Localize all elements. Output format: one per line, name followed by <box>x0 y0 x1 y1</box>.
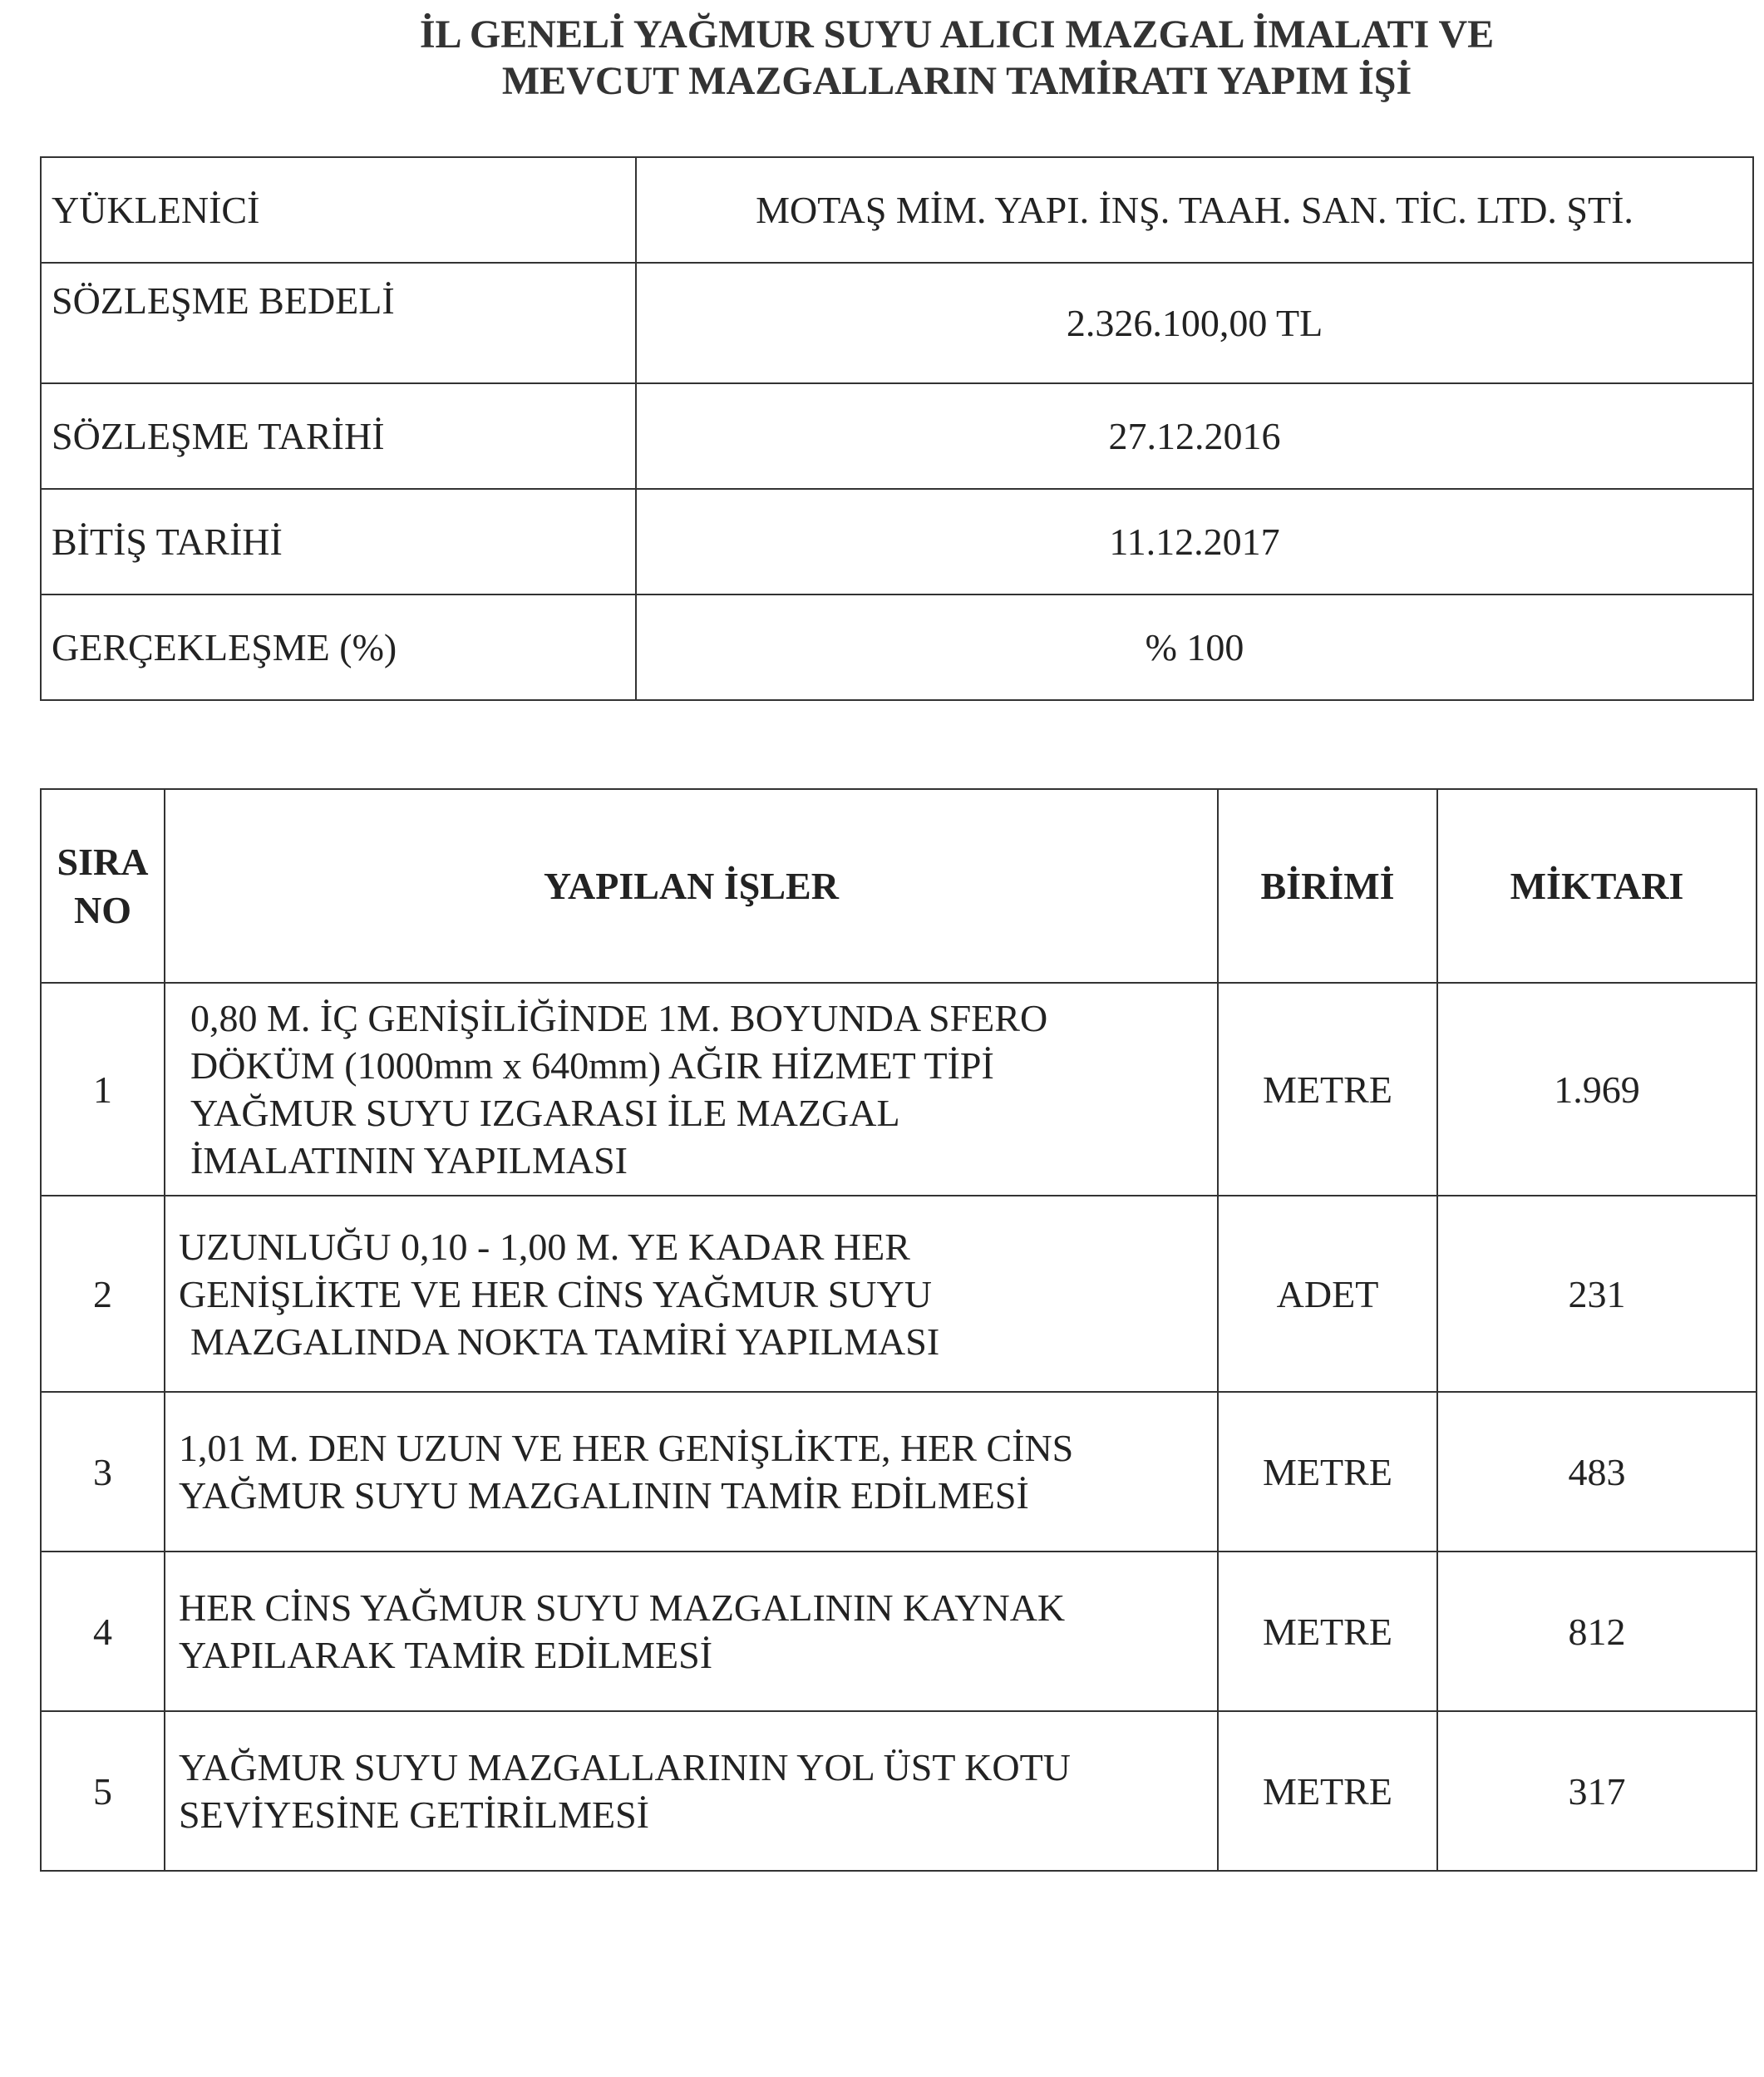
table-row <box>41 983 1757 1196</box>
description-line: YAĞMUR SUYU IZGARASI İLE MAZGAL <box>190 1092 900 1134</box>
info-row <box>41 594 1753 700</box>
info-value: 11.12.2017 <box>636 489 1753 594</box>
row-number: 3 <box>41 1392 165 1552</box>
description-line: 0,80 M. İÇ GENİŞİLİĞİNDE 1M. BOYUNDA SFERO <box>190 997 1048 1039</box>
info-row <box>41 489 1753 594</box>
table-row <box>41 1711 1757 1871</box>
row-unit: METRE <box>1218 1392 1437 1552</box>
row-unit: ADET <box>1218 1196 1437 1392</box>
title-line-2: MEVCUT MAZGALLARIN TAMİRATI YAPIM İŞİ <box>501 59 1412 103</box>
description-line: YAPILARAK TAMİR EDİLMESİ <box>179 1634 713 1676</box>
info-label: GERÇEKLEŞME (%) <box>41 594 636 700</box>
description-line: GENİŞLİKTE VE HER CİNS YAĞMUR SUYU <box>179 1272 932 1315</box>
row-number: 4 <box>41 1552 165 1711</box>
info-value: % 100 <box>636 594 1753 700</box>
row-number: 5 <box>41 1711 165 1871</box>
table-row <box>41 1392 1757 1552</box>
row-unit: METRE <box>1218 983 1437 1196</box>
row-quantity: 1.969 <box>1437 983 1757 1196</box>
info-label: BİTİŞ TARİHİ <box>41 489 636 594</box>
info-value: 2.326.100,00 TL <box>636 263 1753 383</box>
description-line: YAĞMUR SUYU MAZGALININ TAMİR EDİLMESİ <box>179 1474 1029 1517</box>
works-header-row <box>41 789 1757 983</box>
row-description <box>165 1196 1218 1392</box>
table-row <box>41 1552 1757 1711</box>
description-line: YAĞMUR SUYU MAZGALLARININ YOL ÜST KOTU <box>179 1746 1071 1788</box>
info-value: 27.12.2016 <box>636 383 1753 489</box>
info-label: YÜKLENİCİ <box>41 157 636 263</box>
description-line: HER CİNS YAĞMUR SUYU MAZGALININ KAYNAK <box>179 1586 1066 1629</box>
header-no: NO <box>74 888 131 931</box>
info-row <box>41 157 1753 263</box>
row-description <box>165 1711 1218 1871</box>
description-line: SEVİYESİNE GETİRİLMESİ <box>179 1793 649 1836</box>
info-row <box>41 383 1753 489</box>
row-number: 2 <box>41 1196 165 1392</box>
info-label: SÖZLEŞME TARİHİ <box>41 383 636 489</box>
description-line: İMALATININ YAPILMASI <box>190 1139 628 1182</box>
row-quantity: 812 <box>1437 1552 1757 1711</box>
row-number: 1 <box>41 983 165 1196</box>
row-quantity: 231 <box>1437 1196 1757 1392</box>
info-value: MOTAŞ MİM. YAPI. İNŞ. TAAH. SAN. TİC. LTD. ŞTİ. <box>636 157 1753 263</box>
row-description <box>165 1392 1218 1552</box>
row-description <box>165 1552 1218 1711</box>
header-sira-no <box>41 789 165 983</box>
contract-info-table <box>40 156 1754 701</box>
row-unit: METRE <box>1218 1552 1437 1711</box>
works-table <box>40 788 1757 1872</box>
description-line: 1,01 M. DEN UZUN VE HER GENİŞLİKTE, HER CİNS <box>179 1427 1074 1469</box>
description-line: MAZGALINDA NOKTA TAMİRİ YAPILMASI <box>190 1320 940 1363</box>
header-yapilan-isler: YAPILAN İŞLER <box>165 789 1218 983</box>
document-title <box>0 12 1764 105</box>
description-line: UZUNLUĞU 0,10 - 1,00 M. YE KADAR HER <box>179 1225 910 1268</box>
description-line: DÖKÜM (1000mm x 640mm) AĞIR HİZMET TİPİ <box>190 1044 994 1087</box>
row-unit: METRE <box>1218 1711 1437 1871</box>
info-label: SÖZLEŞME BEDELİ <box>41 263 636 383</box>
header-sira: SIRA <box>57 840 149 883</box>
title-line-1: İL GENELİ YAĞMUR SUYU ALICI MAZGAL İMALATI VE <box>419 12 1495 57</box>
header-miktari: MİKTARI <box>1437 789 1757 983</box>
table-row <box>41 1196 1757 1392</box>
header-birimi: BİRİMİ <box>1218 789 1437 983</box>
row-quantity: 483 <box>1437 1392 1757 1552</box>
row-quantity: 317 <box>1437 1711 1757 1871</box>
row-description <box>165 983 1218 1196</box>
info-row <box>41 263 1753 383</box>
